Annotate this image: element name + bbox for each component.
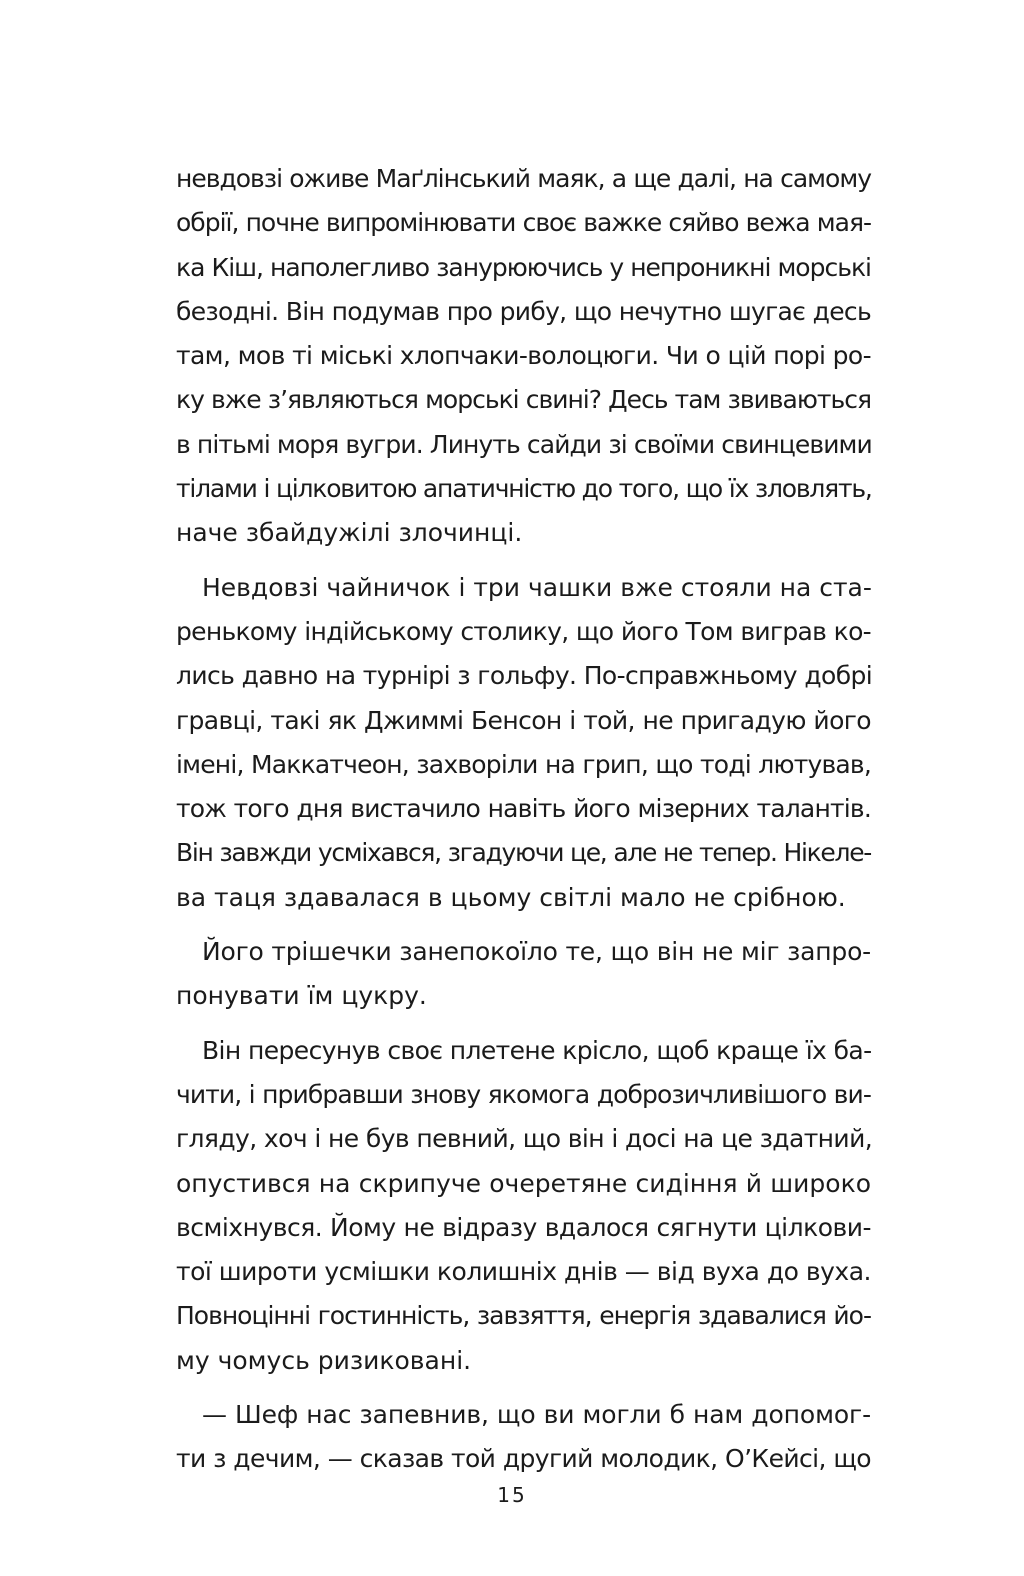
text-line: Його трішечки занепокоїло те, що він не міг запро- <box>202 937 871 967</box>
body-text <box>176 157 871 1482</box>
text-line: гравці, такі як Джиммі Бенсон і той, не пригадую його <box>176 705 871 735</box>
text-line: імені, Маккатчеон, захворіли на грип, що тоді лютував, <box>176 749 871 779</box>
paragraph-gap <box>176 1383 871 1393</box>
paragraph-gap <box>176 1019 871 1029</box>
text-line: тілами і цілковитою апатичністю до того, що їх зловлять, <box>176 474 872 504</box>
text-line: обрії, почне випромінювати своє важке сяйво вежа мая- <box>176 208 871 238</box>
text-line: му чомусь ризиковані. <box>176 1345 472 1375</box>
text-line: в пітьмі моря вугри. Линуть сайди зі своїми свинцевими <box>176 429 872 459</box>
page-number: 15 <box>497 1483 527 1507</box>
text-line: там, мов ті міські хлопчаки-волоцюги. Чи о цій порі ро- <box>176 341 872 371</box>
text-line: ренькому індійському столику, що його Том виграв ко- <box>176 616 871 646</box>
text-line: Він завжди усміхався, згадуючи це, але не тепер. Нікеле- <box>176 838 871 868</box>
text-line: безодні. Він подумав про рибу, що нечутно шугає десь <box>176 296 871 326</box>
text-line: тож того дня вистачило навіть його мізерних талантів. <box>176 794 871 824</box>
text-line: тої широти усмішки колишніх днів — від вуха до вуха. <box>176 1257 871 1287</box>
text-line: лись давно на турнірі з гольфу. По-справжньому добрі <box>176 661 873 691</box>
text-line: Він пересунув своє плетене крісло, щоб краще їх ба- <box>202 1035 872 1065</box>
text-line: всміхнувся. Йому не відразу вдалося сягнути цілкови- <box>176 1212 871 1242</box>
text-line: Невдовзі чайничок і три чашки вже стояли на ста- <box>202 572 872 602</box>
text-line: опустився на скрипуче очеретяне сидіння й широко <box>176 1168 871 1198</box>
text-line: ва таця здавалася в цьому світлі мало не срібною. <box>176 882 846 912</box>
text-line: Повноцінні гостинність, завзяття, енергія здавалися йо- <box>176 1301 871 1331</box>
paragraph-gap <box>176 920 871 930</box>
text-line: — Шеф нас запевнив, що ви могли б нам допомог- <box>202 1400 871 1430</box>
text-line: ка Кіш, наполегливо занурюючись у непроникні морські <box>176 252 871 282</box>
paragraph-gap <box>176 556 871 566</box>
text-line: невдовзі оживе Маґлінський маяк, а ще далі, на самому <box>176 164 871 193</box>
text-line: наче збайдужілі злочинці. <box>176 518 523 548</box>
text-line: гляду, хоч і не був певний, що він і досі на це здатний, <box>176 1124 873 1154</box>
text-line: ку вже з’являються морські свині? Десь там звиваються <box>176 385 871 415</box>
text-line: понувати їм цукру. <box>176 981 427 1011</box>
text-line: чити, і прибравши знову якомога доброзичливішого ви- <box>176 1079 871 1109</box>
text-line: ти з дечим, — сказав той другий молодик, О’Кейсі, що <box>176 1444 871 1474</box>
